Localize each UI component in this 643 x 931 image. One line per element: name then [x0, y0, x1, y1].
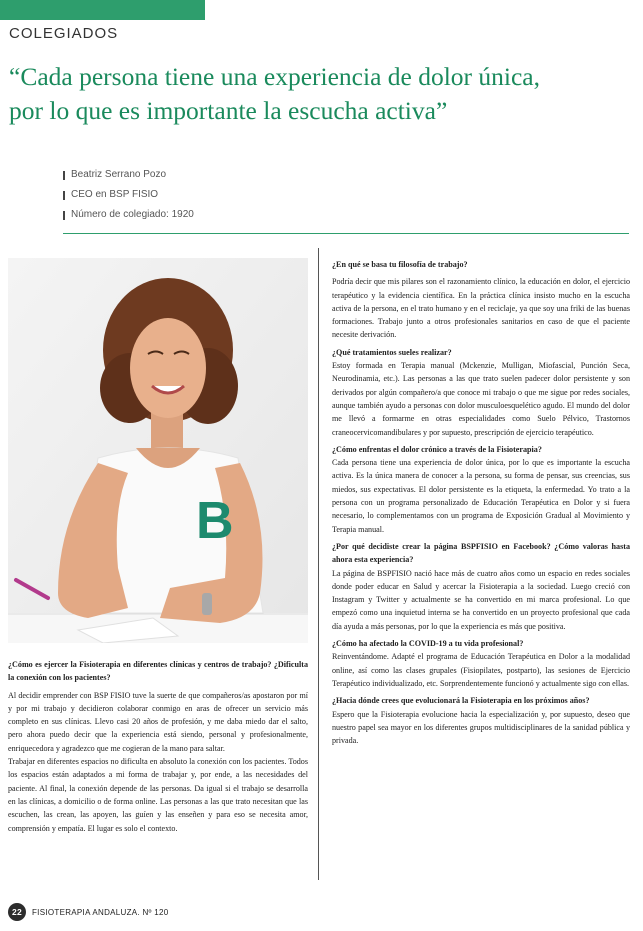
answer: Espero que la Fisioterapia evolucione hacia la especialización y, por supuesto, deseo que nuestro papel sea mayor en los diferentes grupos multidisciplinares de la sanidad pública y privada. [332, 709, 630, 746]
author-number-row [63, 205, 194, 225]
bullet-bar-icon [63, 191, 65, 200]
portrait-photo [8, 258, 308, 643]
left-column [8, 654, 308, 835]
paragraph: Al decidir emprender con BSP FISIO tuve la suerte de que compañeros/as apostaron por mí y por mi trabajo y decidieron colaborar conmigo en aras de ofrecer un servicio más completo en sus clínicas. Llevo casi 20 años de profesión, y me daba miedo dar el salto, pero ahora puedo decir que la experiencia está siendo, personal y profesionalmente, enriquecedora y agradezco que me cogieran de la mano para saltar. [8, 690, 308, 753]
header-divider [63, 233, 629, 234]
bullet-bar-icon [63, 211, 65, 220]
author-role: CEO en BSP FISIO [71, 189, 159, 200]
question-6: ¿Cómo ha afectado la COVID-19 a tu vida profesional? [332, 639, 524, 649]
shirt-logo-text: B [196, 492, 234, 550]
answer: La página de BSPFISIO nació hace más de cuatro años como un espacio en redes sociales donde poder educar en Salud y acercar la Fisioterapia a la sociedad. Luego creció con Instagram y Twitter y actualmente se ha convertido en mi marca profesional. Lo que empezó como una inquietud interna se ha convertido en un proyecto profesional que cada día ayuda a más personas, por lo que la experiencia es más que positiva. [332, 568, 630, 631]
publication-name: FISIOTERAPIA ANDALUZA. Nº 120 [32, 907, 169, 917]
section-label: COLEGIADOS [9, 25, 119, 42]
page-number-badge: 22 [8, 903, 26, 921]
question-7: ¿Hacia dónde crees que evolucionará la Fisioterapia en los próximos años? [332, 696, 590, 706]
header-accent-bar [0, 0, 205, 20]
portrait-illustration [8, 258, 308, 643]
right-column [332, 258, 630, 747]
answer: Podría decir que mis pilares son el razonamiento clínico, la educación en dolor, el ejercicio terapéutico y la evidencia científica. En la práctica clínica insisto mucho en la escucha activa de la persona, en el trato humano y en el reciclaje, ya que soy una friki de las buenas formaciones. Trabajo junto a otros profesionales sanitarios en caso de que el paciente necesite derivación. [332, 277, 630, 340]
author-info [63, 165, 194, 225]
question-4: ¿Cómo enfrentas el dolor crónico a través de la Fisioterapia? [332, 444, 542, 454]
page-footer [8, 903, 169, 921]
answer: Reinventándome. Adapté el programa de Educación Terapéutica en Dolor a la modalidad online, así como las clases grupales (Fisiopilates, postparto), las sesiones de Ejercicio Terapéutico individualizado, etc. Sorprendentemente funcionó y actualmente sigo con ellas. [332, 652, 630, 688]
article-headline [9, 60, 634, 128]
headline-line-2: por lo que es importante la escucha activa” [9, 96, 448, 125]
column-divider [318, 248, 319, 880]
headline-line-1: “Cada persona tiene una experiencia de dolor única, [9, 62, 541, 91]
paragraph: Trabajar en diferentes espacios no dificulta en absoluto la conexión con los pacientes. Todos los espacios están adaptados a mi forma de trabajar y, por ende, a las necesidades del paciente. Al final, la conexión depende de las personas. Da igual si el trabajo se desarrolla en las clínicas, a domicilio o de forma online. Las personas a las que trato necesitan que las escuchen, las crean, las apoyen, las guíen y las enseñen y para eso se necesita amor, comprensión y empatía. El lugar es solo el contexto. [8, 757, 308, 833]
answer: Estoy formada en Terapia manual (Mckenzie, Mulligan, Miofascial, Punción Seca, Neurodinamia, etc.). Las personas a las que trato suelen padecer dolor persistente y son derivados por algún compañero/a que conoce mi trabajo o que me sigue por redes sociales, aunque también ayudo a personas con dolor musculoesquelético agudo. El mundo del dolor me llevó a formarme en otras especialidades como Suelo Pélvico, Trastornos craneocervicomandibulares y por supuesto, prescripción de ejercicio terapéutico. [332, 361, 630, 437]
author-number: Número de colegiado: 1920 [71, 209, 194, 220]
question-2: ¿En qué se basa tu filosofía de trabajo? [332, 260, 468, 269]
question-3: ¿Qué tratamientos sueles realizar? [332, 347, 452, 357]
question-5: ¿Por qué decidiste crear la página BSPFISIO en Facebook? ¿Cómo valoras hasta ahora esta experiencia? [332, 541, 630, 565]
author-name-row [63, 165, 194, 185]
author-role-row [63, 185, 194, 205]
answer: Cada persona tiene una experiencia de dolor única, por lo que es importante la escucha activa. Es la única manera de conocer a la persona, su forma de pensar, sus creencias, sus miedos, sus expectativas. El dolor persistente es la etiqueta, la enfermedad. Yo trato a la persona con un programa personalizado de Educación Terapéutica en Dolor y si fuera necesario, lo complementamos con un programa de Exposición Gradual al Movimiento y Terapia manual. [332, 458, 630, 534]
author-name: Beatriz Serrano Pozo [71, 169, 167, 180]
bullet-bar-icon [63, 171, 65, 180]
question-1: ¿Cómo es ejercer la Fisioterapia en diferentes clínicas y centros de trabajo? ¿Dificulta la conexión con los pacientes? [8, 660, 308, 683]
